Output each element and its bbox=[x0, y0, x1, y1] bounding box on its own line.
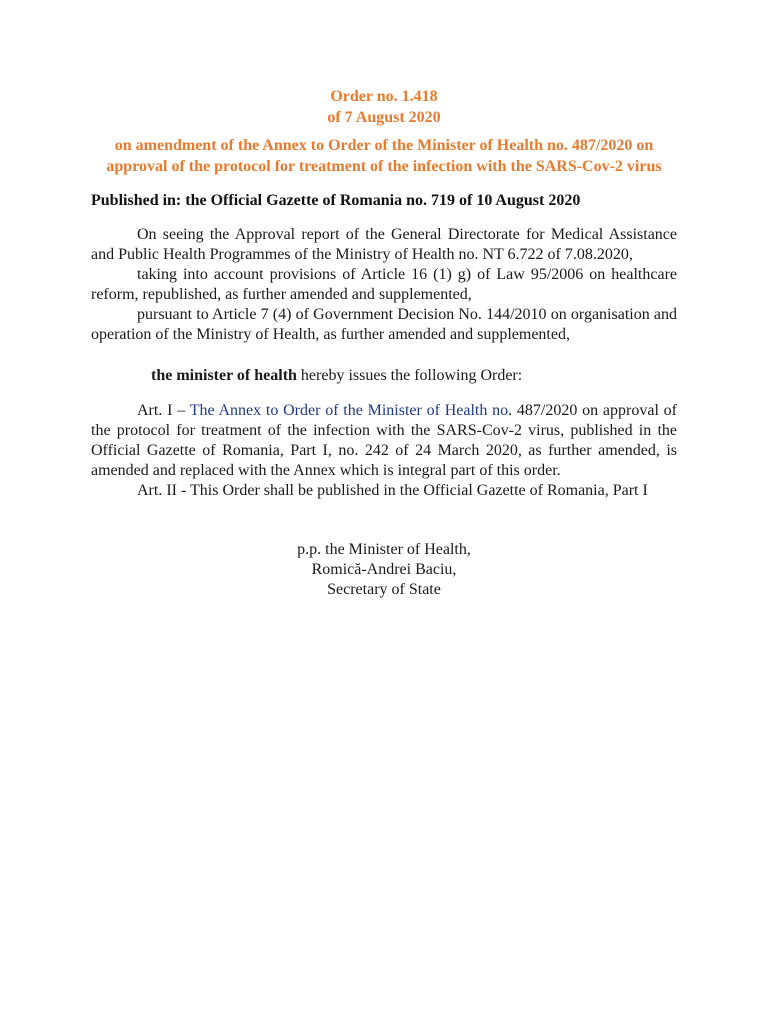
preamble-paragraph-3: pursuant to Article 7 (4) of Government Decision No. 144/2010 on organisation and operation of the Ministry of Health, as further amended and supplemented, bbox=[91, 306, 677, 343]
issuing-text: hereby issues the following Order: bbox=[296, 367, 523, 384]
issuing-authority: the minister of health bbox=[151, 367, 297, 384]
order-subtitle: on amendment of the Annex to Order of the Minister of Health no. 487/2020 on approval of the protocol for treatment of the infection with the SARS-Cov-2 virus bbox=[106, 137, 662, 175]
articles bbox=[91, 401, 677, 501]
publication-info: Published in: the Official Gazette of Romania no. 719 of 10 August 2020 bbox=[91, 192, 581, 209]
article-1-prefix: Art. I – bbox=[137, 402, 190, 419]
article-1 bbox=[91, 401, 677, 481]
article-2: Art. II - This Order shall be published in the Official Gazette of Romania, Part I bbox=[137, 482, 648, 499]
preamble-paragraph-1: On seeing the Approval report of the General Directorate for Medical Assistance and Public Health Programmes of the Ministry of Health no. NT 6.722 of 7.08.2020, bbox=[91, 226, 677, 263]
signature-name: Romică-Andrei Baciu, bbox=[311, 561, 457, 578]
signature-title: Secretary of State bbox=[327, 581, 441, 598]
issuing-statement bbox=[91, 366, 677, 386]
preamble bbox=[91, 225, 677, 345]
preamble-paragraph-2: taking into account provisions of Article 16 (1) g) of Law 95/2006 on healthcare reform, republished, as further amended and supplemented, bbox=[91, 266, 677, 303]
order-number: Order no. 1.418 bbox=[330, 88, 438, 105]
document-page bbox=[91, 86, 677, 600]
order-date: of 7 August 2020 bbox=[327, 109, 441, 126]
signature-line-1: p.p. the Minister of Health, bbox=[297, 541, 471, 558]
signature-block bbox=[91, 540, 677, 600]
article-1-text: . 487/2020 on approval of the protocol for treatment of the infection with the SARS-Cov-2 virus, published in the Official Gazette of Romania, Part I, no. 242 of 24 March 2020, as further amended, is amended and replaced with the Annex which is integral part of this order. bbox=[91, 402, 678, 479]
annex-link[interactable]: The Annex to Order of the Minister of Health no bbox=[189, 402, 509, 419]
